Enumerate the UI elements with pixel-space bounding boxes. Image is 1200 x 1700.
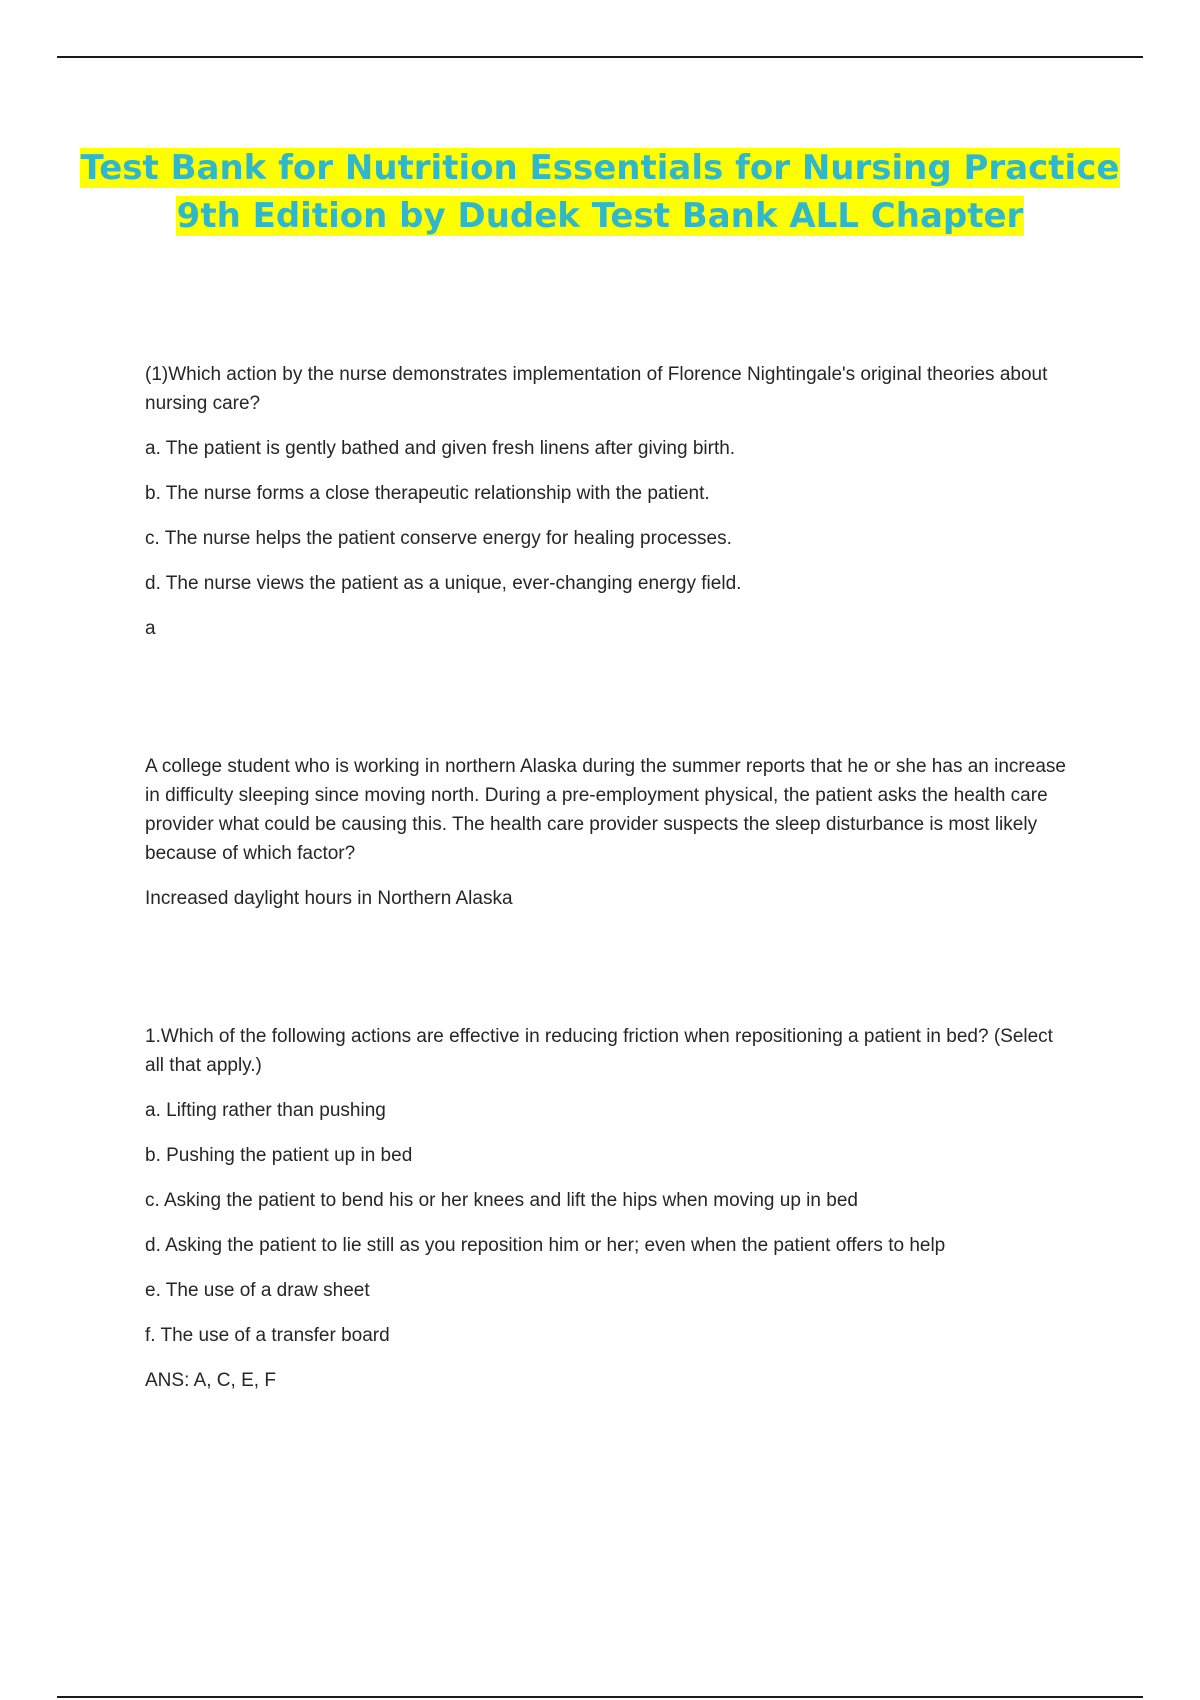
title-line-2: 9th Edition by Dudek Test Bank ALL Chapter (176, 196, 1024, 236)
document-title (0, 144, 1200, 240)
top-rule (57, 56, 1143, 58)
question-1-answer: a (145, 618, 156, 639)
question-1-block (145, 360, 1075, 643)
question-1-option-d: d. The nurse views the patient as a unique, ever-changing energy field. (145, 573, 742, 594)
question-3-option-d: d. Asking the patient to lie still as you reposition him or her; even when the patient offers to help (145, 1235, 946, 1256)
question-2-block (145, 752, 1075, 913)
bottom-rule (57, 1696, 1143, 1698)
question-3-option-b: b. Pushing the patient up in bed (145, 1145, 413, 1166)
question-3-option-e: e. The use of a draw sheet (145, 1280, 370, 1301)
question-2-answer: Increased daylight hours in Northern Alaska (145, 888, 513, 909)
question-1-text: (1)Which action by the nurse demonstrates implementation of Florence Nightingale's original theories about nursing care? (145, 364, 1048, 414)
question-3-answer: ANS: A, C, E, F (145, 1370, 276, 1391)
question-3-option-f: f. The use of a transfer board (145, 1325, 390, 1346)
question-1-option-c: c. The nurse helps the patient conserve energy for healing processes. (145, 528, 732, 549)
question-3-block (145, 1022, 1075, 1395)
title-line-1: Test Bank for Nutrition Essentials for Nursing Practice (80, 148, 1120, 188)
question-3-text: 1.Which of the following actions are effective in reducing friction when repositioning a patient in bed? (Select all that apply.) (145, 1026, 1053, 1076)
question-3-option-a: a. Lifting rather than pushing (145, 1100, 386, 1121)
question-1-option-b: b. The nurse forms a close therapeutic relationship with the patient. (145, 483, 710, 504)
question-3-option-c: c. Asking the patient to bend his or her knees and lift the hips when moving up in bed (145, 1190, 858, 1211)
question-2-text: A college student who is working in northern Alaska during the summer reports that he or she has an increase in difficulty sleeping since moving north. During a pre-employment physical, the patient asks the health care provider what could be causing this. The health care provider suspects the sleep disturbance is most likely because of which factor? (145, 756, 1066, 864)
question-1-option-a: a. The patient is gently bathed and given fresh linens after giving birth. (145, 438, 736, 459)
